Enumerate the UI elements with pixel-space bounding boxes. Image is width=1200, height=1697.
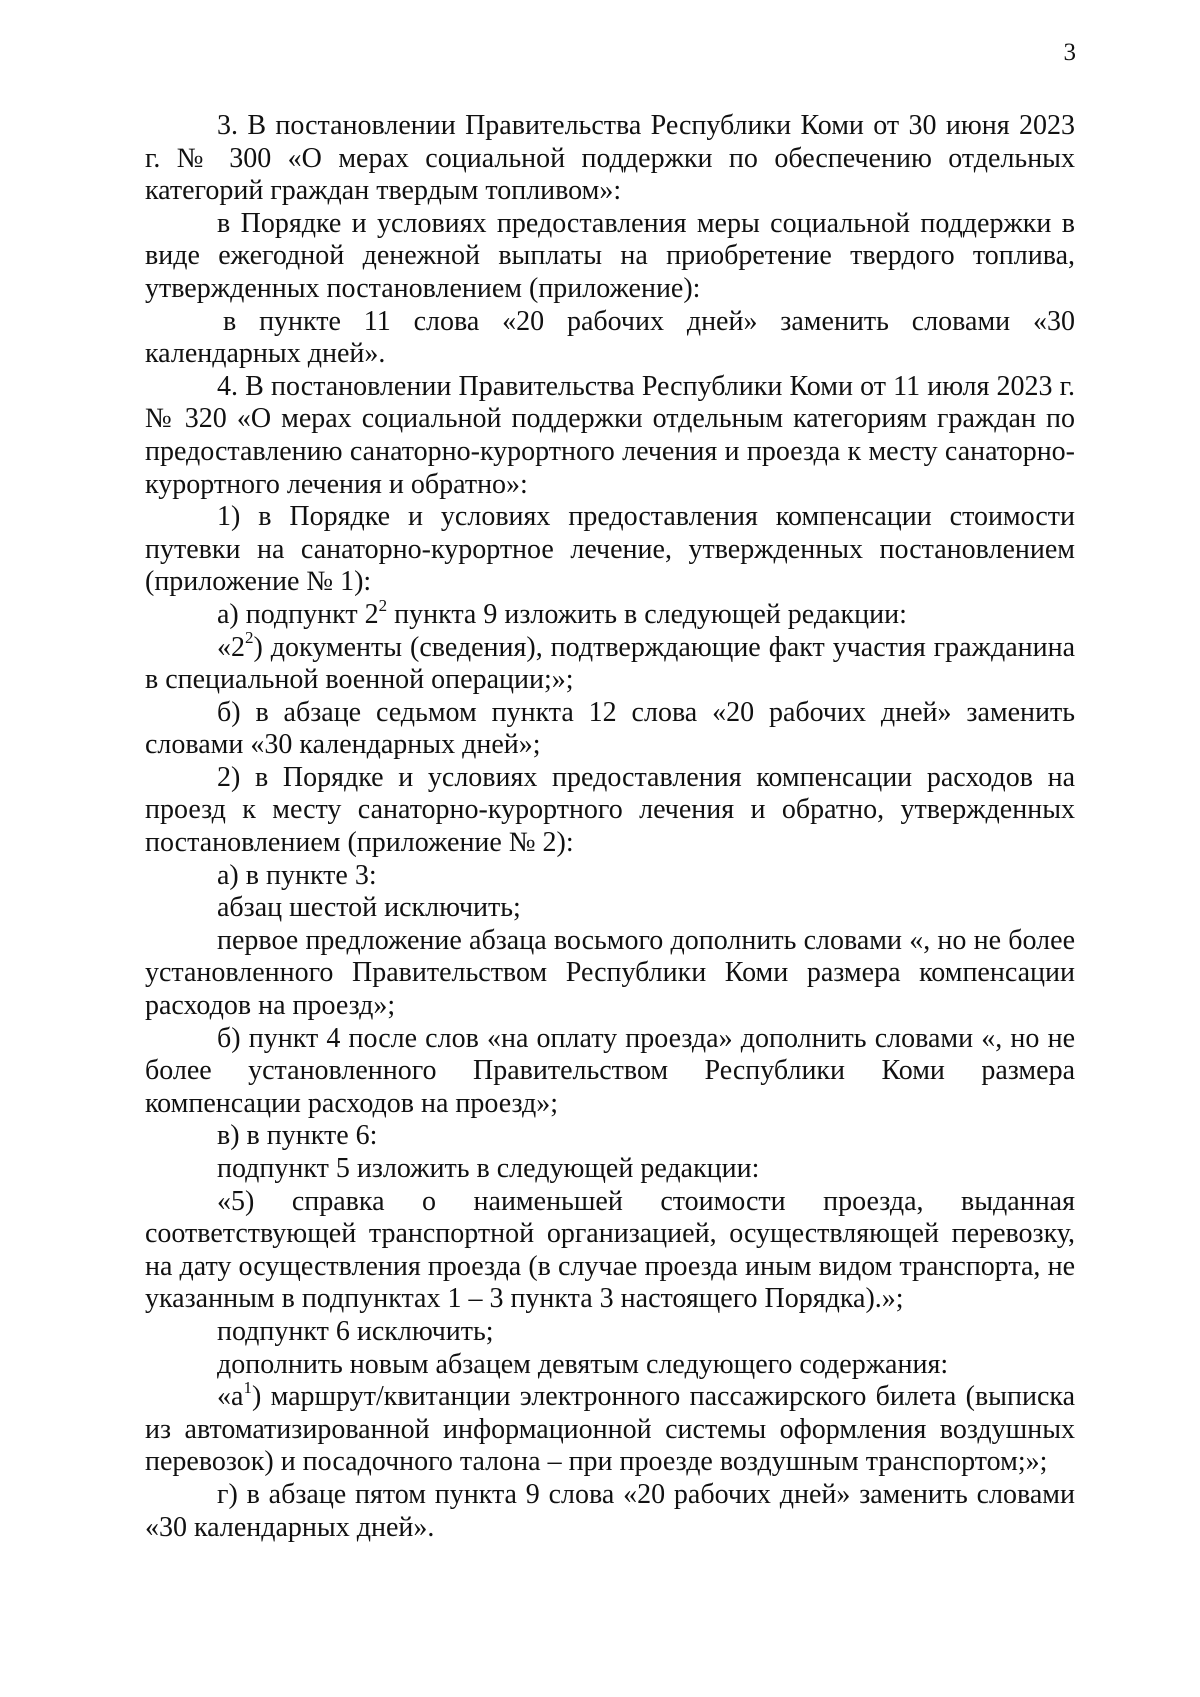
paragraph-text-part: а) подпункт 2 xyxy=(217,598,379,630)
paragraph-subitem-1: 1) в Порядке и условиях предоставления компенсации стоимости путевки на санаторно-курортное лечение, утвержденных постановлением (приложение № 1): xyxy=(145,501,1075,598)
paragraph-first-sentence: первое предложение абзаца восьмого дополнить словами «, но не более установленного Правительством Республики Коми размера компенсации расходов на проезд»; xyxy=(145,924,1075,1022)
paragraph-item-3: 3. В постановлении Правительства Республики Коми от 30 июня 2023 г. № 300 «О мерах социальной поддержки по обеспечению отдельных категорий граждан твердым топливом»: xyxy=(145,110,1075,207)
paragraph-add-ninth: дополнить новым абзацем девятым следующего содержания: xyxy=(217,1348,949,1380)
paragraph-text-part: «а xyxy=(217,1381,244,1413)
paragraph-subitem-1b: б) в абзаце седьмом пункта 12 слова «20 рабочих дней» заменить словами «30 календарных дней»; xyxy=(145,696,1075,761)
paragraph-quote-2-2 xyxy=(145,628,1075,697)
paragraph-text-part: пункта 9 изложить в следующей редакции: xyxy=(387,598,907,630)
superscript: 2 xyxy=(378,595,388,615)
paragraph-point-11: в пункте 11 слова «20 рабочих дней» заменить словами «30 календарных дней». xyxy=(145,305,1075,370)
paragraph-subitem-2: 2) в Порядке и условиях предоставления компенсации расходов на проезд к месту санаторно-курортного лечения и обратно, утвержденных постановлением (приложение № 2): xyxy=(145,761,1075,859)
paragraph-quote-a1 xyxy=(145,1377,1075,1479)
paragraph-subitem-2v: в) в пункте 6: xyxy=(217,1120,378,1152)
paragraph-procedure-fuel: в Порядке и условиях предоставления меры социальной поддержки в виде ежегодной денежной выплаты на приобретение твердого топлива, утвержденных постановлением (приложение): xyxy=(145,207,1075,304)
superscript: 1 xyxy=(243,1377,252,1397)
page-number: 3 xyxy=(1063,39,1076,66)
paragraph-subitem-1a xyxy=(145,595,1075,632)
paragraph-subitem-2g: г) в абзаце пятом пункта 9 слова «20 рабочих дней» заменить словами «30 календарных дней». xyxy=(145,1478,1075,1543)
document-body xyxy=(145,110,1075,1544)
paragraph-text-part: ) маршрут/квитанции электронного пассажирского билета (выписка из автоматизированной информационной системы оформления воздушных перевозок) и посадочного талона – при проезде воздушным транспортом;»; xyxy=(145,1381,1075,1478)
paragraph-item-4: 4. В постановлении Правительства Республики Коми от 11 июля 2023 г. № 320 «О мерах социальной поддержки отдельным категориям граждан по предоставлению санаторно-курортного лечения и проезда к месту санаторно-курортного лечения и обратно»: xyxy=(145,370,1075,500)
paragraph-exclude-subpoint-6: подпункт 6 исключить; xyxy=(217,1315,494,1347)
superscript: 2 xyxy=(245,628,254,648)
paragraph-exclude-6th: абзац шестой исключить; xyxy=(217,892,521,924)
paragraph-text-part: ) документы (сведения), подтверждающие факт участия гражданина в специальной военной операции;»; xyxy=(145,631,1075,696)
paragraph-subitem-2b: б) пункт 4 после слов «на оплату проезда» дополнить словами «, но не более установленного Правительством Республики Коми размера компенсации расходов на проезд»; xyxy=(145,1022,1075,1119)
paragraph-subitem-2a: а) в пункте 3: xyxy=(217,859,377,891)
paragraph-quote-5: «5) справка о наименьшей стоимости проезда, выданная соответствующей транспортной организацией, осуществляющей перевозку, на дату осуществления проезда (в случае проезда иным видом транспорта, не указанным в подпунктах 1 – 3 пункта 3 настоящего Порядка).»; xyxy=(145,1185,1075,1315)
paragraph-subpoint-5: подпункт 5 изложить в следующей редакции: xyxy=(217,1153,760,1184)
paragraph-text-part: «2 xyxy=(217,631,245,663)
